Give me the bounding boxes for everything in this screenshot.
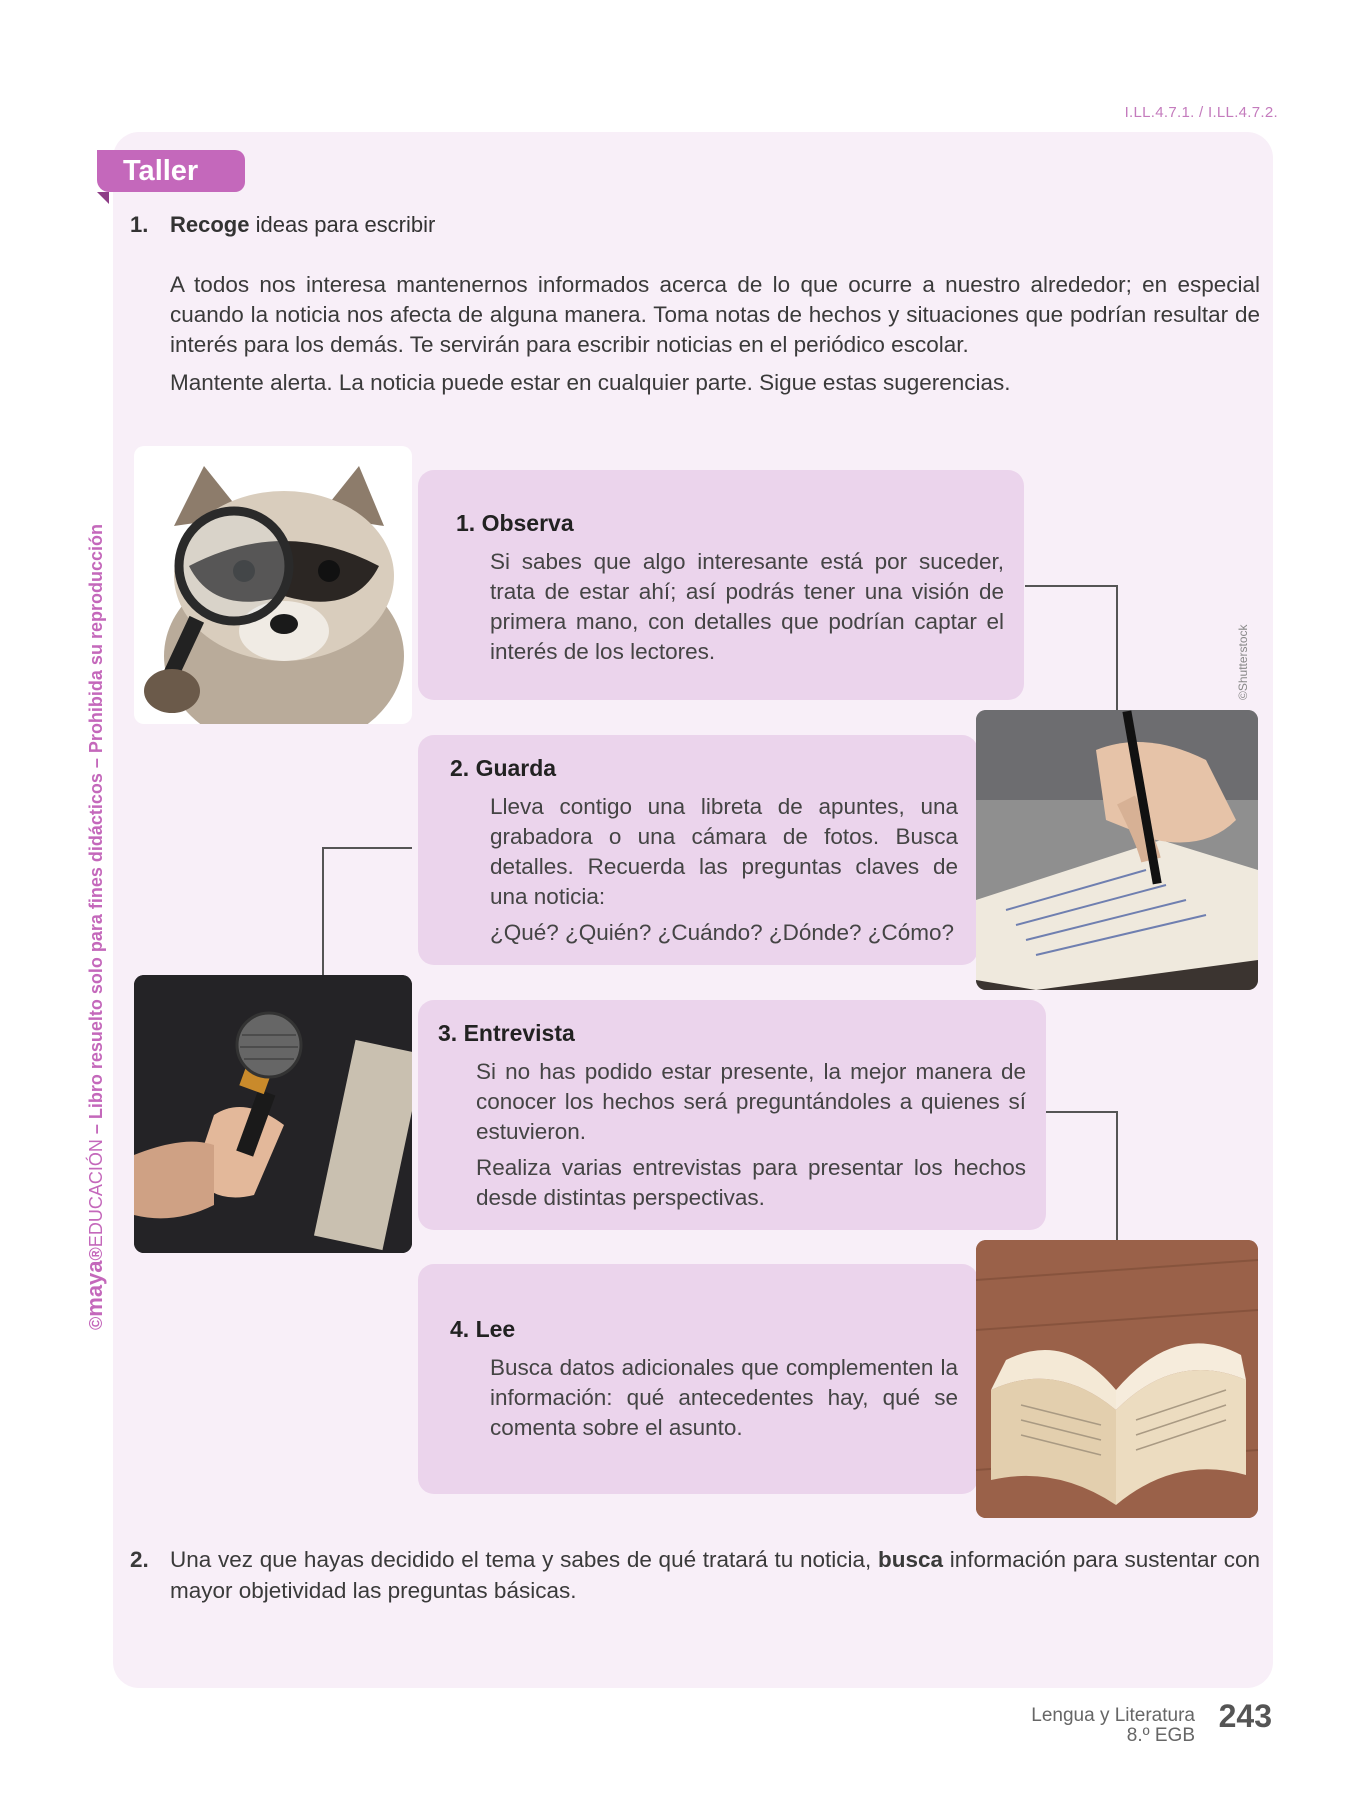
section-2-task: 2. Una vez que hayas decidido el tema y sabes de qué tratará tu noticia, busca información para sustentar con mayor objetividad las preguntas básicas. — [130, 1547, 1260, 1603]
subject-name: Lengua y Literatura — [1031, 1705, 1195, 1726]
section-1-heading: 1. Recoge ideas para escribir — [130, 212, 436, 237]
step-card-lee — [418, 1264, 978, 1494]
open-book-photo — [976, 1240, 1258, 1518]
step-text: ¿Qué? ¿Quién? ¿Cuándo? ¿Dónde? ¿Cómo? — [490, 920, 954, 945]
copyright-credit: ©maya®EDUCACIÓN – Libro resuelto solo para fines didácticos – Prohibida su reproducción — [82, 524, 107, 1330]
connector-line — [322, 847, 324, 975]
microphone-interview-photo — [134, 975, 412, 1253]
connector-line — [1116, 1111, 1118, 1241]
intro-paragraph: Mantente alerta. La noticia puede estar en cualquier parte. Sigue estas sugerencias. — [170, 370, 1011, 395]
grade-label: 8.º EGB — [1126, 1725, 1195, 1746]
step-card-observa — [418, 470, 1024, 700]
step-card-guarda — [418, 735, 978, 965]
step-text: Busca datos adicionales que complementen la información: qué antecedentes hay, qué se comenta sobre el asunto. — [490, 1355, 958, 1440]
step-title: 4. Lee — [450, 1316, 516, 1342]
brand-logo: maya — [82, 1260, 107, 1317]
shutterstock-credit: ©Shutterstock — [1236, 624, 1250, 700]
raccoon-magnifier-photo — [134, 446, 412, 724]
taller-tab-fold — [97, 192, 109, 204]
indicator-code: I.LL.4.7.1. / I.LL.4.7.2. — [1124, 104, 1278, 121]
connector-line — [1045, 1111, 1117, 1113]
step-text: Si sabes que algo interesante está por suceder, trata de estar ahí; así podrás tener una visión de primera mano, con detalles que podrían captar el interés de los lectores. — [490, 549, 1004, 664]
step-title: 2. Guarda — [450, 755, 557, 781]
step-text: Lleva contigo una libreta de apuntes, una grabadora o una cámara de fotos. Busca detalles. Recuerda las preguntas claves de una noticia: — [490, 794, 958, 909]
page-number: 243 — [1218, 1698, 1272, 1734]
step-text: Si no has podido estar presente, la mejor manera de conocer los hechos será preguntándoles a quienes sí estuvieron. — [476, 1059, 1026, 1144]
hand-writing-notebook-photo — [976, 710, 1258, 990]
footer-subject — [1031, 1706, 1195, 1746]
taller-tab: Taller — [97, 150, 245, 192]
connector-line — [1025, 585, 1117, 587]
section-1-intro — [170, 270, 1260, 406]
intro-paragraph: A todos nos interesa mantenernos informados acerca de lo que ocurre a nuestro alrededor; en especial cuando la noticia nos afecta de alguna manera. Toma notas de hechos y situaciones que podrían resultar de interés para los demás. Te servirán para escribir noticias en el periódico escolar. — [170, 272, 1260, 357]
step-title: 1. Observa — [456, 510, 574, 536]
connector-line — [1116, 585, 1118, 713]
step-card-entrevista — [418, 1000, 1046, 1230]
connector-line — [322, 847, 412, 849]
step-title: 3. Entrevista — [438, 1020, 575, 1046]
step-text: Realiza varias entrevistas para presentar los hechos desde distintas perspectivas. — [476, 1155, 1026, 1210]
